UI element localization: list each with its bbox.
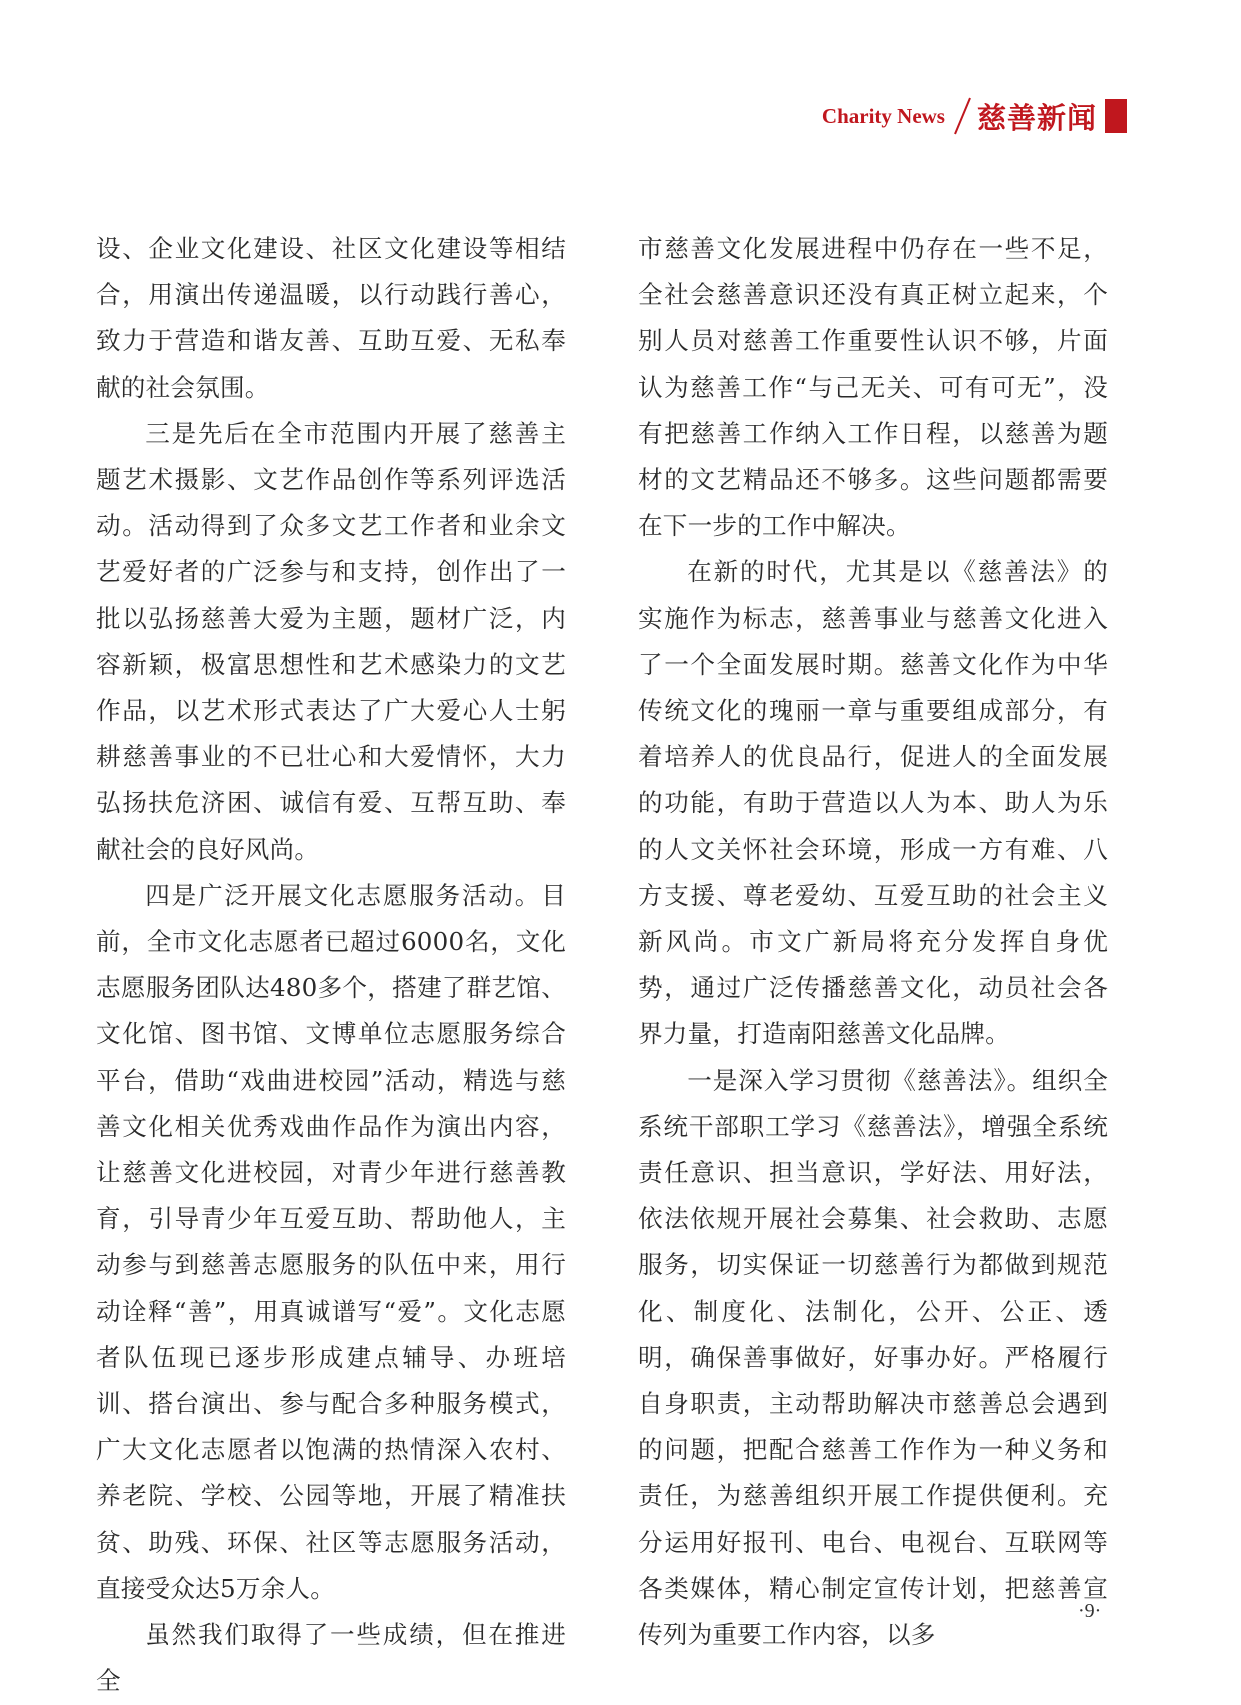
paragraph: 在新的时代，尤其是以《慈善法》的实施作为标志，慈善事业与慈善文化进入了一个全面发展时期。慈善文化作为中华传统文化的瑰丽一章与重要组成部分，有着培养人的优良品行，促进人的全面发展的功能，有助于营造以人为本、助人为乐的人文关怀社会环境，形成一方有难、八方支援、尊老爱幼、互爱互助的社会主义新风尚。市文广新局将充分发挥自身优势，通过广泛传播慈善文化，动员社会各界力量，打造南阳慈善文化品牌。	[638, 557, 1108, 1049]
paragraph: 设、企业文化建设、社区文化建设等相结合，用演出传递温暖，以行动践行善心，致力于营造和谐友善、互助互爱、无私奉献的社会氛围。	[96, 234, 566, 402]
paragraph: 三是先后在全市范围内开展了慈善主题艺术摄影、文艺作品创作等系列评选活动。活动得到了众多文艺工作者和业余文艺爱好者的广泛参与和支持，创作出了一批以弘扬慈善大爱为主题，题材广泛，内容新颖，极富思想性和艺术感染力的文艺作品，以艺术形式表达了广大爱心人士躬耕慈善事业的不已壮心和大爱情怀，大力弘扬扶危济困、诚信有爱、互帮互助、奉献社会的良好风尚。	[96, 418, 566, 864]
header-red-block	[1105, 99, 1127, 133]
paragraph: 四是广泛开展文化志愿服务活动。目前，全市文化志愿者已超过6000名，文化志愿服务团队达480多个，搭建了群艺馆、文化馆、图书馆、文博单位志愿服务综合平台，借助“戏曲进校园”活动，精选与慈善文化相关优秀戏曲作品作为演出内容，让慈善文化进校园，对青少年进行慈善教育，引导青少年互爱互助、帮助他人，主动参与到慈善志愿服务的队伍中来，用行动诠释“善”，用真诚谱写“爱”。文化志愿者队伍现已逐步形成建点辅导、办班培训、搭台演出、参与配合多种服务模式，广大文化志愿者以饱满的热情深入农村、养老院、学校、公园等地，开展了精准扶贫、助残、环保、社区等志愿服务活动，直接受众达5万余人。	[96, 880, 566, 1603]
header-english-title: Charity News	[821, 103, 945, 128]
paragraph: 一是深入学习贯彻《慈善法》。组织全系统干部职工学习《慈善法》，增强全系统责任意识、担当意识，学好法、用好法，依法依规开展社会募集、社会救助、志愿服务，切实保证一切慈善行为都做到规范化、制度化、法制化，公开、公正、透明，确保善事做好，好事办好。严格履行自身职责，主动帮助解决市慈善总会遇到的问题，把配合慈善工作作为一种义务和责任，为慈善组织开展工作提供便利。充分运用好报刊、电台、电视台、互联网等各类媒体，精心制定宣传计划，把慈善宣传列为重要工作内容，以多	[638, 1065, 1108, 1650]
left-column	[96, 226, 566, 1705]
paragraph: 市慈善文化发展进程中仍存在一些不足，全社会慈善意识还没有真正树立起来，个别人员对慈善工作重要性认识不够，片面认为慈善工作“与己无关、可有可无”，没有把慈善工作纳入工作日程，以慈善为题材的文艺精品还不够多。这些问题都需要在下一步的工作中解决。	[638, 234, 1108, 541]
paragraph: 虽然我们取得了一些成绩，但在推进全	[96, 1620, 566, 1696]
page-number: ·9·	[1078, 1600, 1102, 1622]
right-column	[638, 226, 1108, 1658]
page-header	[822, 96, 1127, 136]
header-chinese-title: 慈善新闻	[976, 100, 1097, 135]
header-slash-icon	[951, 96, 973, 136]
